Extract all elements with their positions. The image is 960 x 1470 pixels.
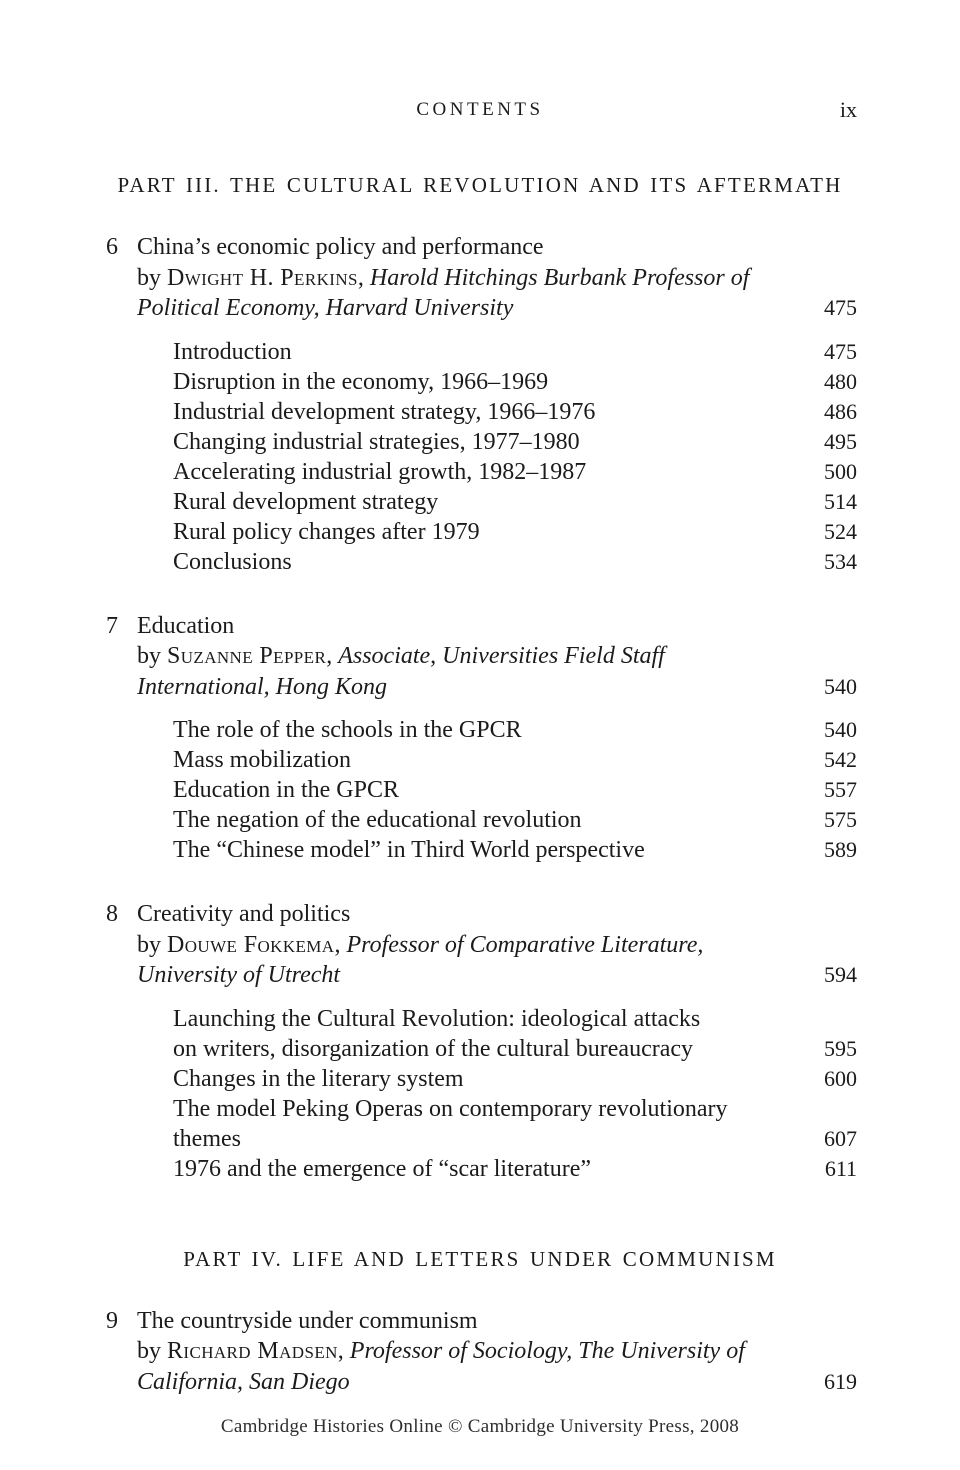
section-page-number: 480 [824, 368, 857, 394]
byline-separator: , [357, 264, 370, 291]
chapter-byline [137, 641, 857, 672]
chapter-page-number: 594 [824, 962, 857, 987]
section-title: The model Peking Operas on contemporary revolutionary [173, 1095, 728, 1122]
section-entry [173, 775, 857, 805]
chapter-title: Education [137, 612, 235, 639]
table-of-contents [0, 232, 960, 1184]
section-line [173, 1124, 857, 1154]
byline-prefix: by [137, 264, 167, 291]
chapter-head [106, 232, 857, 324]
byline-prefix: by [137, 643, 167, 669]
footer-credit: Cambridge Histories Online © Cambridge University Press, 2008 [220, 1416, 740, 1437]
section-entry [173, 367, 857, 397]
section-entry [173, 805, 857, 835]
chapter-body [137, 899, 857, 991]
byline-separator: , [337, 1338, 350, 1364]
section-entry [173, 745, 857, 775]
section-title: Launching the Cultural Revolution: ideological attacks [173, 1005, 701, 1032]
contents-heading: CONTENTS [416, 99, 544, 120]
section-page-number: 589 [824, 837, 857, 862]
section-entry [173, 1064, 857, 1094]
section-title: Education in the GPCR [173, 777, 399, 803]
chapter-title: The countryside under communism [137, 1307, 478, 1334]
chapter-number: 9 [106, 1307, 118, 1334]
chapter-affiliation-line2: International, Hong Kong [137, 673, 387, 700]
chapter-entry-7 [106, 611, 857, 866]
table-of-contents-part-iv [0, 1306, 960, 1398]
chapter-number: 6 [106, 234, 118, 260]
section-page-number: 524 [824, 518, 857, 544]
section-title: Rural policy changes after 1979 [173, 518, 480, 545]
chapter-affiliation-row [137, 293, 857, 324]
chapter-affiliation-line1: Associate, Universities Field Staff [338, 643, 665, 669]
chapter-body [137, 1306, 857, 1398]
chapter-byline [137, 1336, 857, 1367]
section-title: Disruption in the economy, 1966–1969 [173, 368, 549, 395]
chapter-head [106, 611, 857, 703]
chapter-page-number: 540 [824, 673, 857, 699]
section-entry [173, 1094, 857, 1154]
section-page-number: 557 [824, 777, 857, 802]
section-page-number: 495 [824, 428, 857, 454]
chapter-sections [173, 1004, 857, 1184]
section-title: Mass mobilization [173, 747, 351, 773]
chapter-author: Dwight H. Perkins [167, 264, 358, 291]
section-page-number: 540 [824, 717, 857, 742]
chapter-affiliation-row [137, 960, 857, 991]
chapter-number: 7 [106, 612, 118, 639]
chapter-byline [137, 263, 857, 294]
section-page-number: 595 [824, 1035, 857, 1061]
section-title: Industrial development strategy, 1966–1976 [173, 398, 596, 425]
section-title: The role of the schools in the GPCR [173, 717, 522, 743]
chapter-byline [137, 930, 857, 961]
section-entry [173, 1004, 857, 1064]
page-header [0, 0, 960, 122]
section-page-number: 514 [824, 488, 857, 514]
chapter-affiliation-line2: University of Utrecht [137, 962, 341, 988]
chapter-affiliation-line1: Professor of Comparative Literature, [346, 931, 704, 958]
chapter-head [106, 1306, 857, 1398]
chapter-title: China’s economic policy and performance [137, 234, 544, 260]
section-page-number: 534 [824, 548, 857, 574]
section-title: Changes in the literary system [173, 1065, 464, 1092]
section-entry [173, 397, 857, 427]
chapter-author: Douwe Fokkema [167, 931, 335, 958]
section-line [173, 1004, 857, 1034]
section-entry [173, 835, 857, 865]
chapter-affiliation-line2: California, San Diego [137, 1368, 350, 1395]
section-title: The negation of the educational revolution [173, 807, 582, 833]
byline-prefix: by [137, 931, 167, 958]
section-title: 1976 and the emergence of “scar literature” [173, 1155, 592, 1182]
chapter-page-number: 619 [824, 1368, 857, 1394]
folio-page-number: ix [839, 97, 857, 122]
chapter-number: 8 [106, 901, 118, 927]
chapter-entry-9 [106, 1306, 857, 1398]
section-title: Accelerating industrial growth, 1982–1987 [173, 458, 587, 485]
section-title: The “Chinese model” in Third World perspective [173, 837, 645, 863]
section-title: Introduction [173, 338, 292, 365]
section-page-number: 575 [824, 807, 857, 832]
byline-separator: , [326, 643, 339, 669]
section-entry [173, 1154, 857, 1184]
chapter-entry-6 [106, 232, 857, 577]
section-page-number: 475 [824, 338, 857, 364]
chapter-author: Suzanne Pepper [167, 643, 327, 669]
section-entry [173, 487, 857, 517]
section-title: Rural development strategy [173, 488, 439, 515]
section-entry [173, 547, 857, 577]
section-page-number: 607 [824, 1125, 857, 1151]
chapter-head [106, 899, 857, 991]
chapter-affiliation-row [137, 1367, 857, 1398]
section-page-number: 500 [824, 458, 857, 484]
section-title: Changing industrial strategies, 1977–1980 [173, 428, 580, 455]
chapter-body [137, 232, 857, 324]
section-title-continued: themes [173, 1125, 241, 1152]
chapter-sections [173, 337, 857, 577]
section-page-number: 542 [824, 747, 857, 772]
section-title-continued: on writers, disorganization of the cultural bureaucracy [173, 1035, 694, 1062]
section-line [173, 1094, 857, 1124]
chapter-sections [173, 715, 857, 865]
section-page-number: 486 [824, 398, 857, 424]
chapter-entry-8 [106, 899, 857, 1184]
section-entry [173, 715, 857, 745]
section-entry [173, 427, 857, 457]
part-iii-heading: PART III. THE CULTURAL REVOLUTION AND ITS AFTERMATH [117, 173, 843, 197]
section-page-number: 611 [824, 1155, 857, 1181]
section-entry [173, 457, 857, 487]
chapter-affiliation-line1: Harold Hitchings Burbank Professor of [369, 264, 750, 291]
chapter-affiliation-row [137, 672, 857, 703]
section-entry [173, 337, 857, 367]
chapter-body [137, 611, 857, 703]
chapter-title: Creativity and politics [137, 901, 351, 927]
byline-prefix: by [137, 1338, 167, 1364]
chapter-author: Richard Madsen [167, 1338, 338, 1364]
chapter-page-number: 475 [824, 295, 857, 320]
section-entry [173, 517, 857, 547]
part-iv-heading: PART IV. LIFE AND LETTERS UNDER COMMUNISM [183, 1246, 777, 1271]
byline-separator: , [334, 931, 347, 958]
chapter-affiliation-line1: Professor of Sociology, The University of [349, 1338, 745, 1364]
section-page-number: 600 [824, 1065, 857, 1091]
section-line [173, 1034, 857, 1064]
section-title: Conclusions [173, 548, 292, 575]
chapter-affiliation-line2: Political Economy, Harvard University [137, 295, 514, 321]
